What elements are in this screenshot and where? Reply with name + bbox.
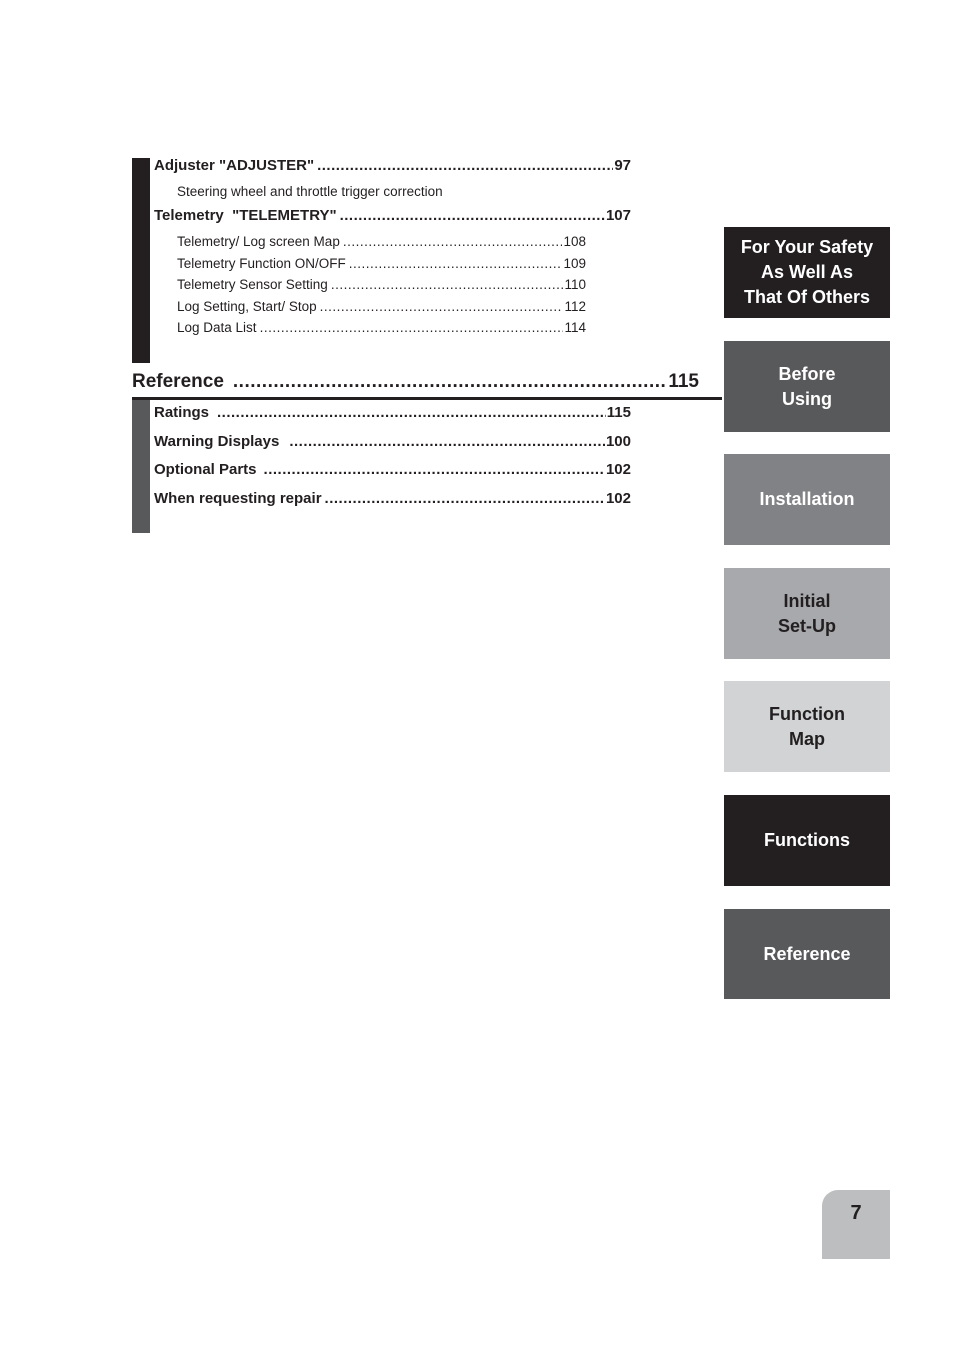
toc-entry-optional-parts[interactable] <box>154 461 631 481</box>
dot-leader <box>349 256 563 271</box>
toc-entry-warning-displays[interactable] <box>154 433 631 453</box>
toc-entry-page: 108 <box>563 234 586 249</box>
toc-entry-ratings[interactable] <box>154 404 631 424</box>
toc-entry-label: Telemetry Function ON/OFF <box>177 256 346 271</box>
tab-initial-setup[interactable]: Initial Set-Up <box>724 568 890 659</box>
tab-before-using[interactable]: Before Using <box>724 341 890 432</box>
dot-leader <box>331 277 564 292</box>
dot-leader <box>343 234 563 249</box>
toc-entry-page: 102 <box>605 461 631 478</box>
toc-subentry-telemetry-sensor[interactable] <box>177 277 586 295</box>
toc-entry-page: 115 <box>606 404 631 421</box>
toc-entry-telemetry[interactable] <box>154 207 631 227</box>
reference-underline <box>132 397 722 400</box>
toc-subentry-log-setting[interactable] <box>177 299 586 317</box>
dot-leader <box>289 433 605 450</box>
toc-entry-label: Optional Parts <box>154 461 257 478</box>
toc-entry-requesting-repair[interactable] <box>154 490 631 510</box>
toc-entry-page: 107 <box>605 207 631 224</box>
tab-reference[interactable]: Reference <box>724 909 890 999</box>
dot-leader <box>325 490 605 507</box>
adjuster-description: Steering wheel and throttle trigger correction <box>177 184 443 199</box>
dot-leader <box>217 404 606 421</box>
dot-leader <box>264 461 605 478</box>
toc-entry-label: Log Setting, Start/ Stop <box>177 299 317 314</box>
dot-leader <box>340 207 605 224</box>
toc-section-page: 115 <box>668 371 699 392</box>
dot-leader <box>320 299 564 314</box>
toc-entry-label: Warning Displays <box>154 433 280 450</box>
toc-subentry-telemetry-map[interactable] <box>177 234 586 252</box>
toc-section-label: Reference <box>132 371 224 392</box>
tab-safety[interactable]: For Your Safety As Well As That Of Others <box>724 227 890 318</box>
dot-leader <box>260 320 564 335</box>
toc-entry-page: 102 <box>605 490 631 507</box>
toc-entry-label: Telemetry/ Log screen Map <box>177 234 340 249</box>
functions-section-bar <box>132 158 150 363</box>
toc-entry-page: 114 <box>564 320 586 335</box>
toc-entry-label: Ratings <box>154 404 210 421</box>
toc-section-reference[interactable] <box>132 371 699 397</box>
toc-subentry-telemetry-onoff[interactable] <box>177 256 586 274</box>
tab-installation[interactable]: Installation <box>724 454 890 545</box>
dot-leader <box>317 157 613 174</box>
toc-entry-label: Log Data List <box>177 320 257 335</box>
page-number-tab <box>822 1190 890 1259</box>
toc-entry-page: 112 <box>564 299 586 314</box>
toc-entry-label: Adjuster "ADJUSTER" <box>154 157 315 174</box>
reference-section-bar <box>132 400 150 533</box>
tab-functions[interactable]: Functions <box>724 795 890 886</box>
toc-entry-adjuster[interactable] <box>154 157 631 177</box>
toc-entry-page: 109 <box>563 256 586 271</box>
toc-entry-label: Telemetry "TELEMETRY" <box>154 207 337 224</box>
tab-function-map[interactable]: Function Map <box>724 681 890 772</box>
toc-entry-label: Telemetry Sensor Setting <box>177 277 328 292</box>
toc-subentry-log-data-list[interactable] <box>177 320 586 338</box>
toc-entry-page: 97 <box>614 157 631 174</box>
dot-leader <box>233 371 667 393</box>
page-number: 7 <box>850 1202 862 1224</box>
toc-entry-page: 110 <box>564 277 586 292</box>
toc-entry-label: When requesting repair <box>154 490 322 507</box>
toc-entry-page: 100 <box>605 433 631 450</box>
